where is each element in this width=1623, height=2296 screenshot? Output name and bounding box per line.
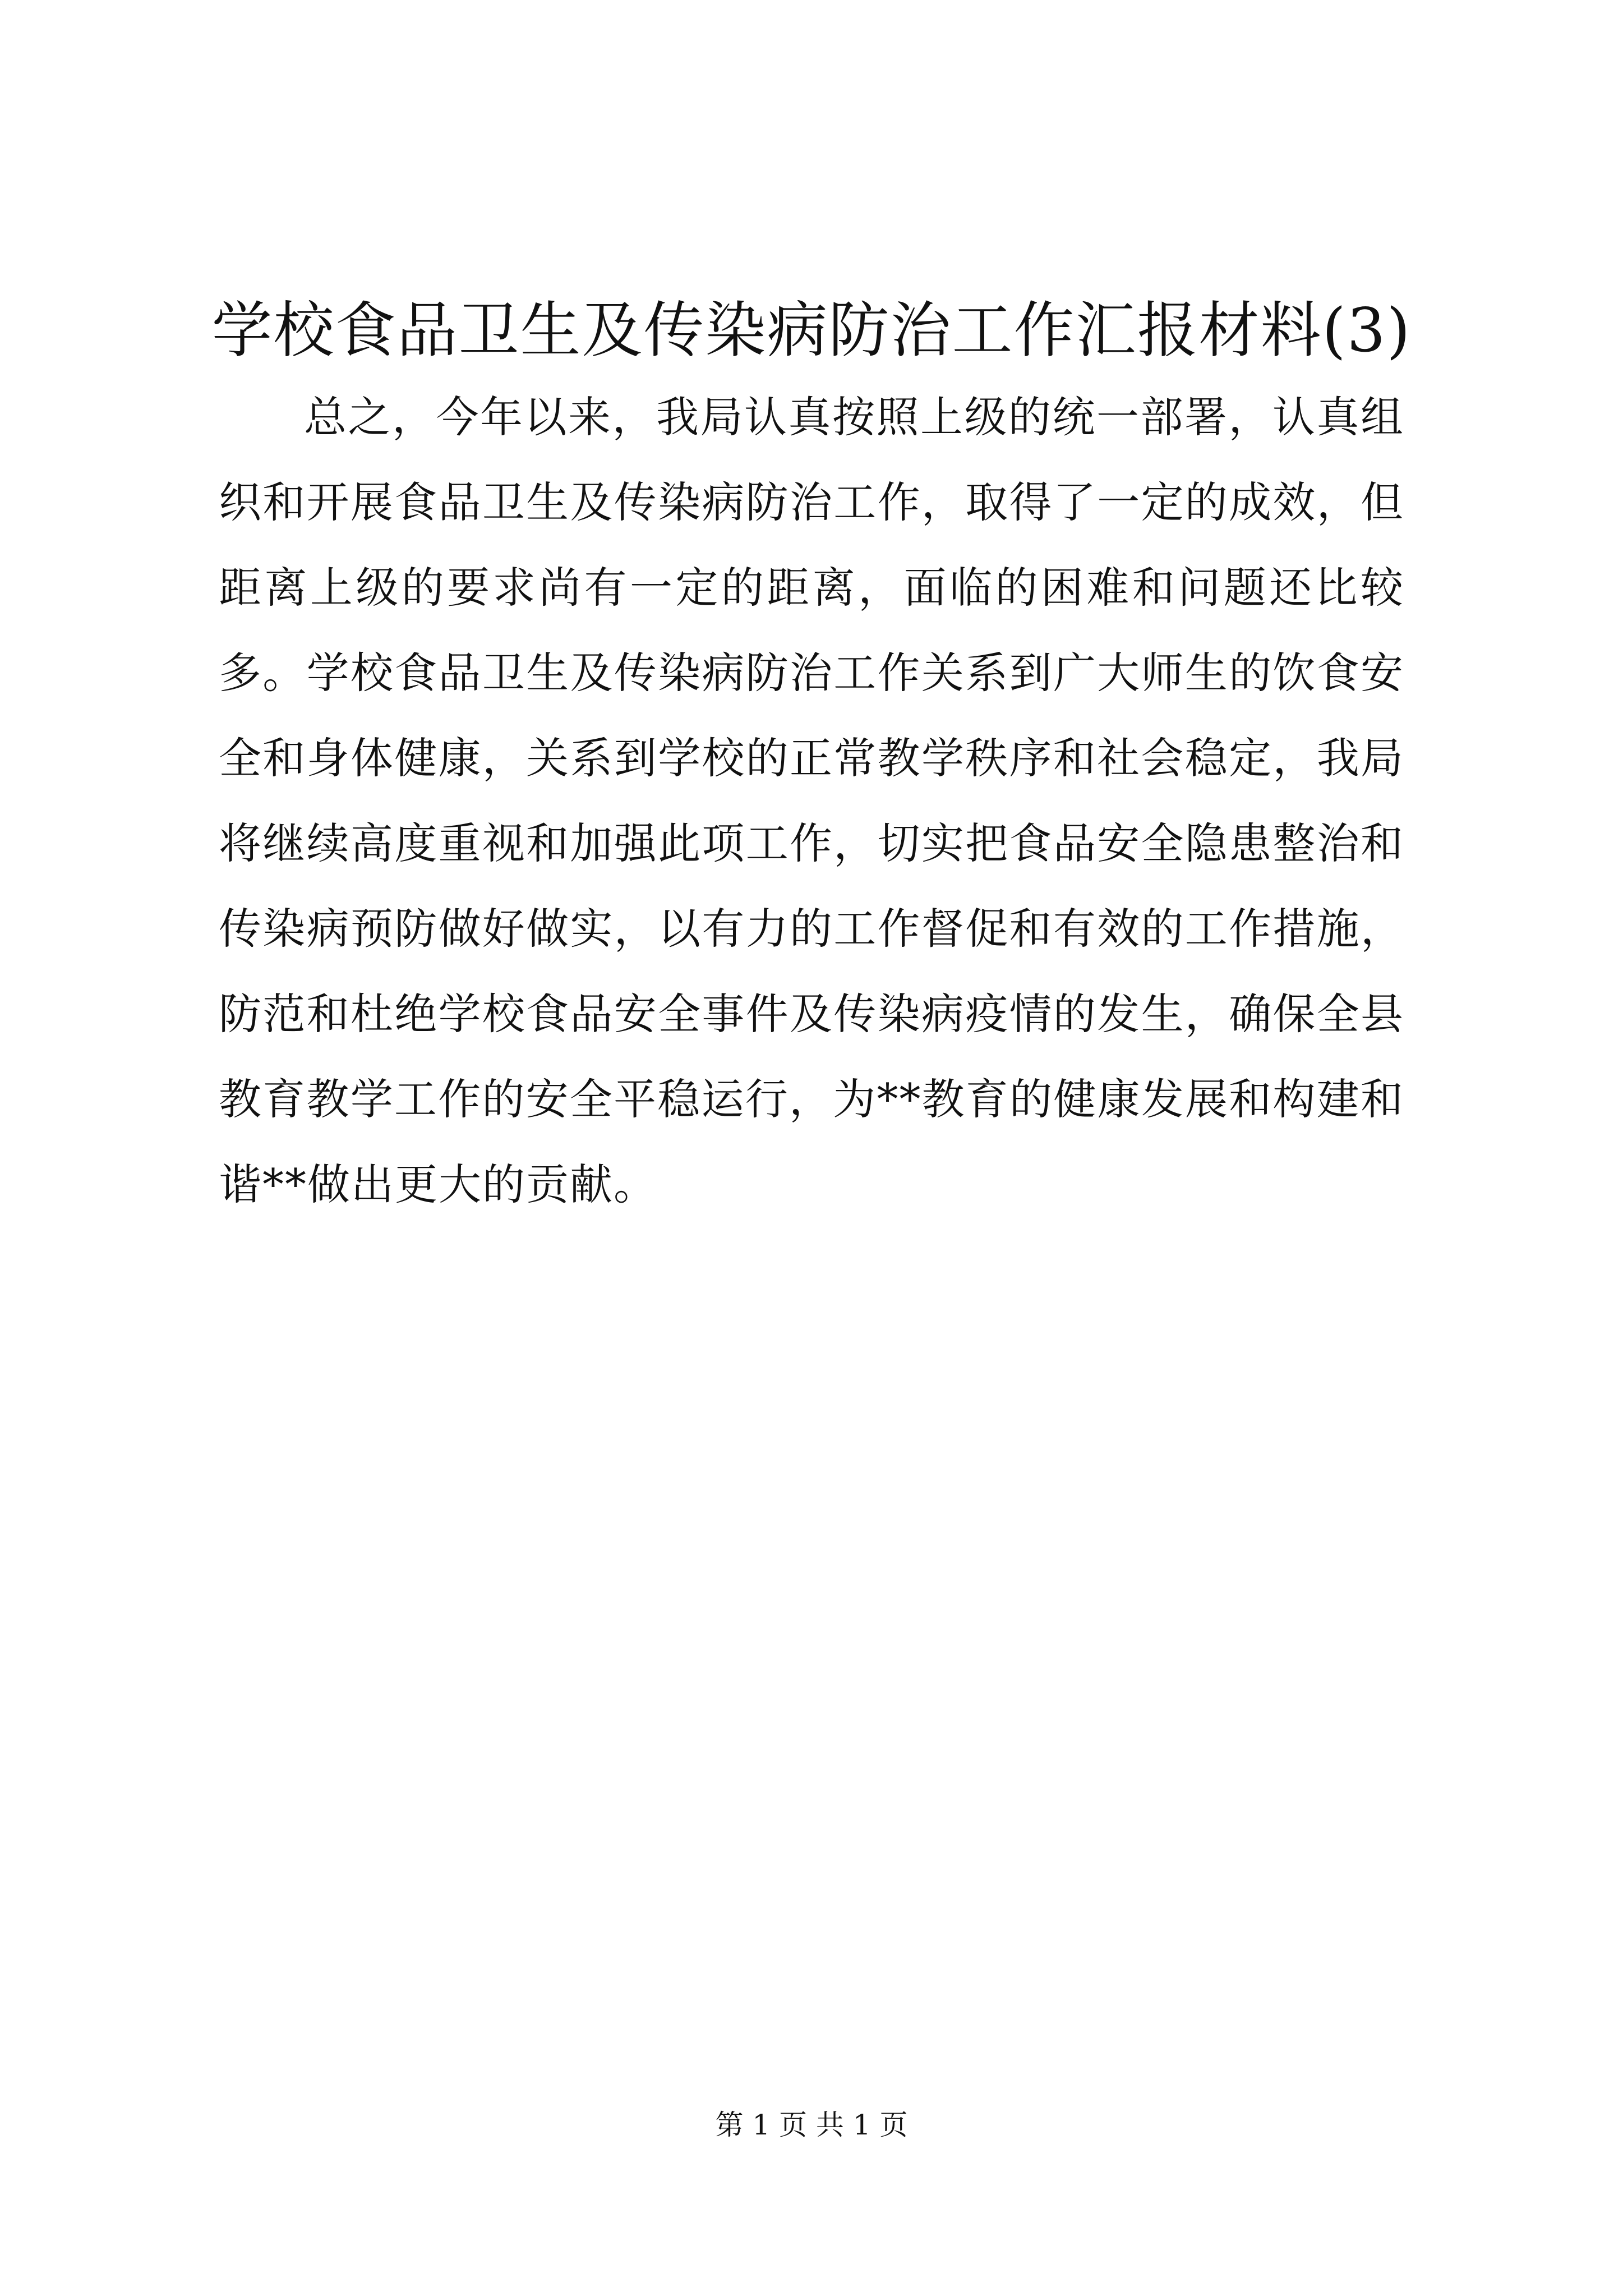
document-title: 学校食品卫生及传染病防治工作汇报材料(3) <box>211 296 1412 366</box>
page-footer: 第 1 页 共 1 页 <box>715 2109 908 2141</box>
body-paragraph: 总之，今年以来，我局认真按照上级的统一部署，认真组织和开展食品卫生及传染病防治工作，取得了一定的成效，但距离上级的要求尚有一定的距离，面临的困难和问题还比较多。学校食品卫生及传染病防治工作关系到广大师生的饮食安全和身体健康，关系到学校的正常教学秩序和社会稳定，我局将继续高度重视和加强此项工作，切实把食品安全隐患整治和传染病预防做好做实，以有力的工作督促和有效的工作措施，防范和杜绝学校食品安全事件及传染病疫情的发生，确保全县教育教学工作的安全平稳运行，为**教育的健康发展和构建和谐**做出更大的贡献。 <box>219 392 1404 1209</box>
